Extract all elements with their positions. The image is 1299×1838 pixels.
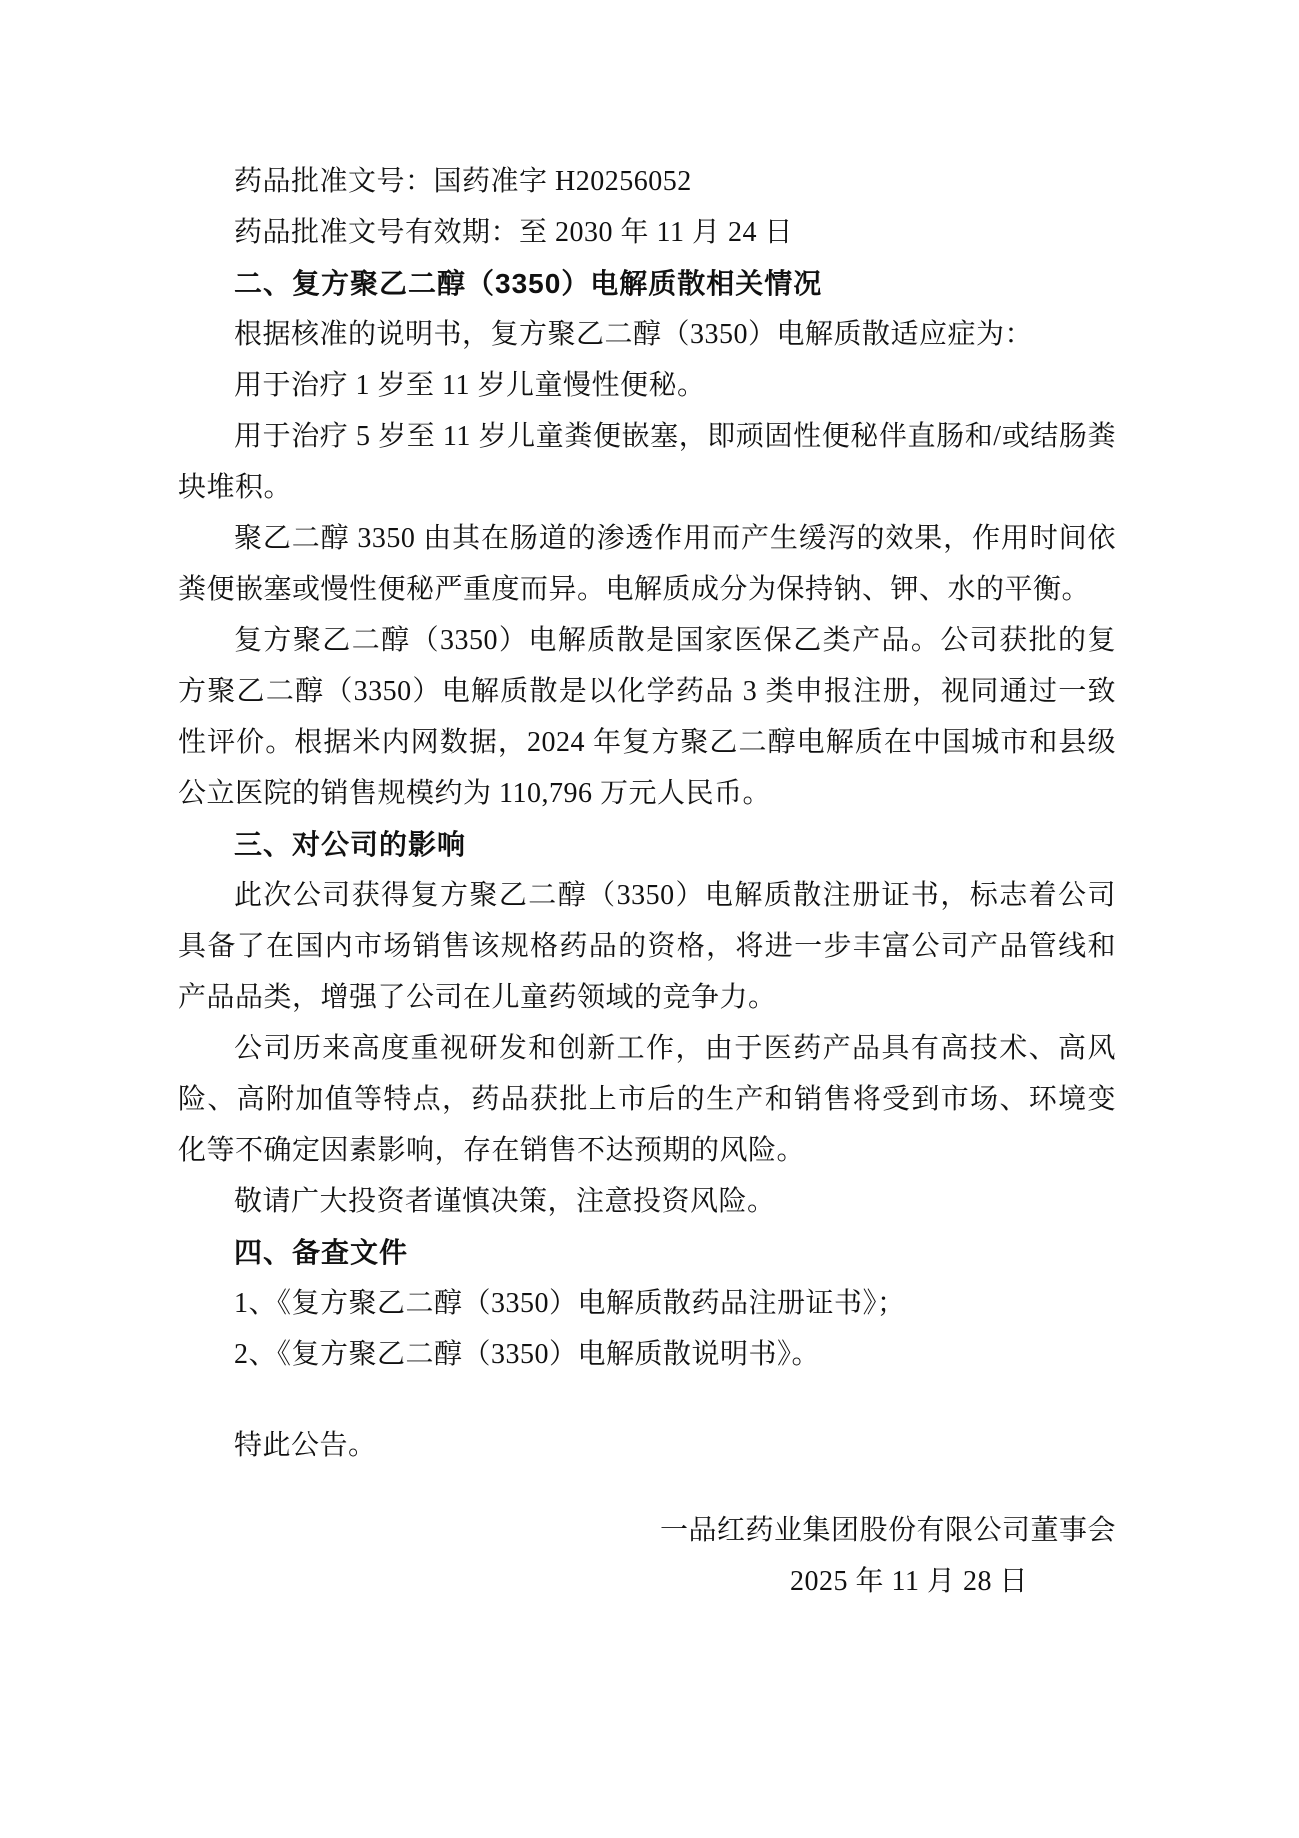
mechanism-paragraph: 聚乙二醇 3350 由其在肠道的渗透作用而产生缓泻的效果，作用时间依粪便嵌塞或慢性便秘严重度而异。电解质成分为保持钠、钾、水的平衡。: [178, 523, 1116, 605]
section-2-heading: 二、复方聚乙二醇（3350）电解质散相关情况: [234, 268, 823, 299]
approval-validity-line: 药品批准文号有效期：至 2030 年 11 月 24 日: [234, 217, 793, 248]
risk-paragraph: 公司历来高度重视研发和创新工作，由于医药产品具有高技术、高风险、高附加值等特点，药品获批上市后的生产和销售将受到市场、环境变化等不确定因素影响，存在销售不达预期的风险。: [178, 1033, 1116, 1166]
approval-number-line: 药品批准文号：国药准字 H20256052: [234, 166, 692, 197]
investor-caution-line: 敬请广大投资者谨慎决策，注意投资风险。: [234, 1186, 776, 1217]
signature-company-line: 一品红药业集团股份有限公司董事会: [659, 1515, 1116, 1546]
signature-date-line: 2025 年 11 月 28 日: [790, 1566, 1028, 1597]
indication-1-line: 用于治疗 1 岁至 11 岁儿童慢性便秘。: [234, 370, 706, 401]
indication-2-line: 用于治疗 5 岁至 11 岁儿童粪便嵌塞，即顽固性便秘伴直肠和/或结肠粪块堆积。: [178, 421, 1116, 503]
impact-paragraph: 此次公司获得复方聚乙二醇（3350）电解质散注册证书，标志着公司具备了在国内市场销售该规格药品的资格，将进一步丰富公司产品管线和产品品类，增强了公司在儿童药领域的竞争力。: [178, 880, 1116, 1013]
market-data-paragraph: 复方聚乙二醇（3350）电解质散是国家医保乙类产品。公司获批的复方聚乙二醇（3350）电解质散是以化学药品 3 类申报注册，视同通过一致性评价。根据米内网数据，2024 年复方聚乙二醇电解质在中国城市和县级公立医院的销售规模约为 110,796 万元人民币。: [178, 625, 1116, 809]
indication-intro-line: 根据核准的说明书，复方聚乙二醇（3350）电解质散适应症为：: [234, 319, 1034, 350]
document-body: [178, 156, 1116, 1607]
section-4-heading: 四、备查文件: [234, 1237, 409, 1268]
section-3-heading: 三、对公司的影响: [234, 829, 467, 860]
signature-block: [178, 1505, 1116, 1607]
closing-notice-line: 特此公告。: [234, 1430, 377, 1461]
reference-doc-1-line: 1、《复方聚乙二醇（3350）电解质散药品注册证书》；: [234, 1288, 906, 1319]
reference-doc-2-line: 2、《复方聚乙二醇（3350）电解质散说明书》。: [234, 1339, 821, 1370]
